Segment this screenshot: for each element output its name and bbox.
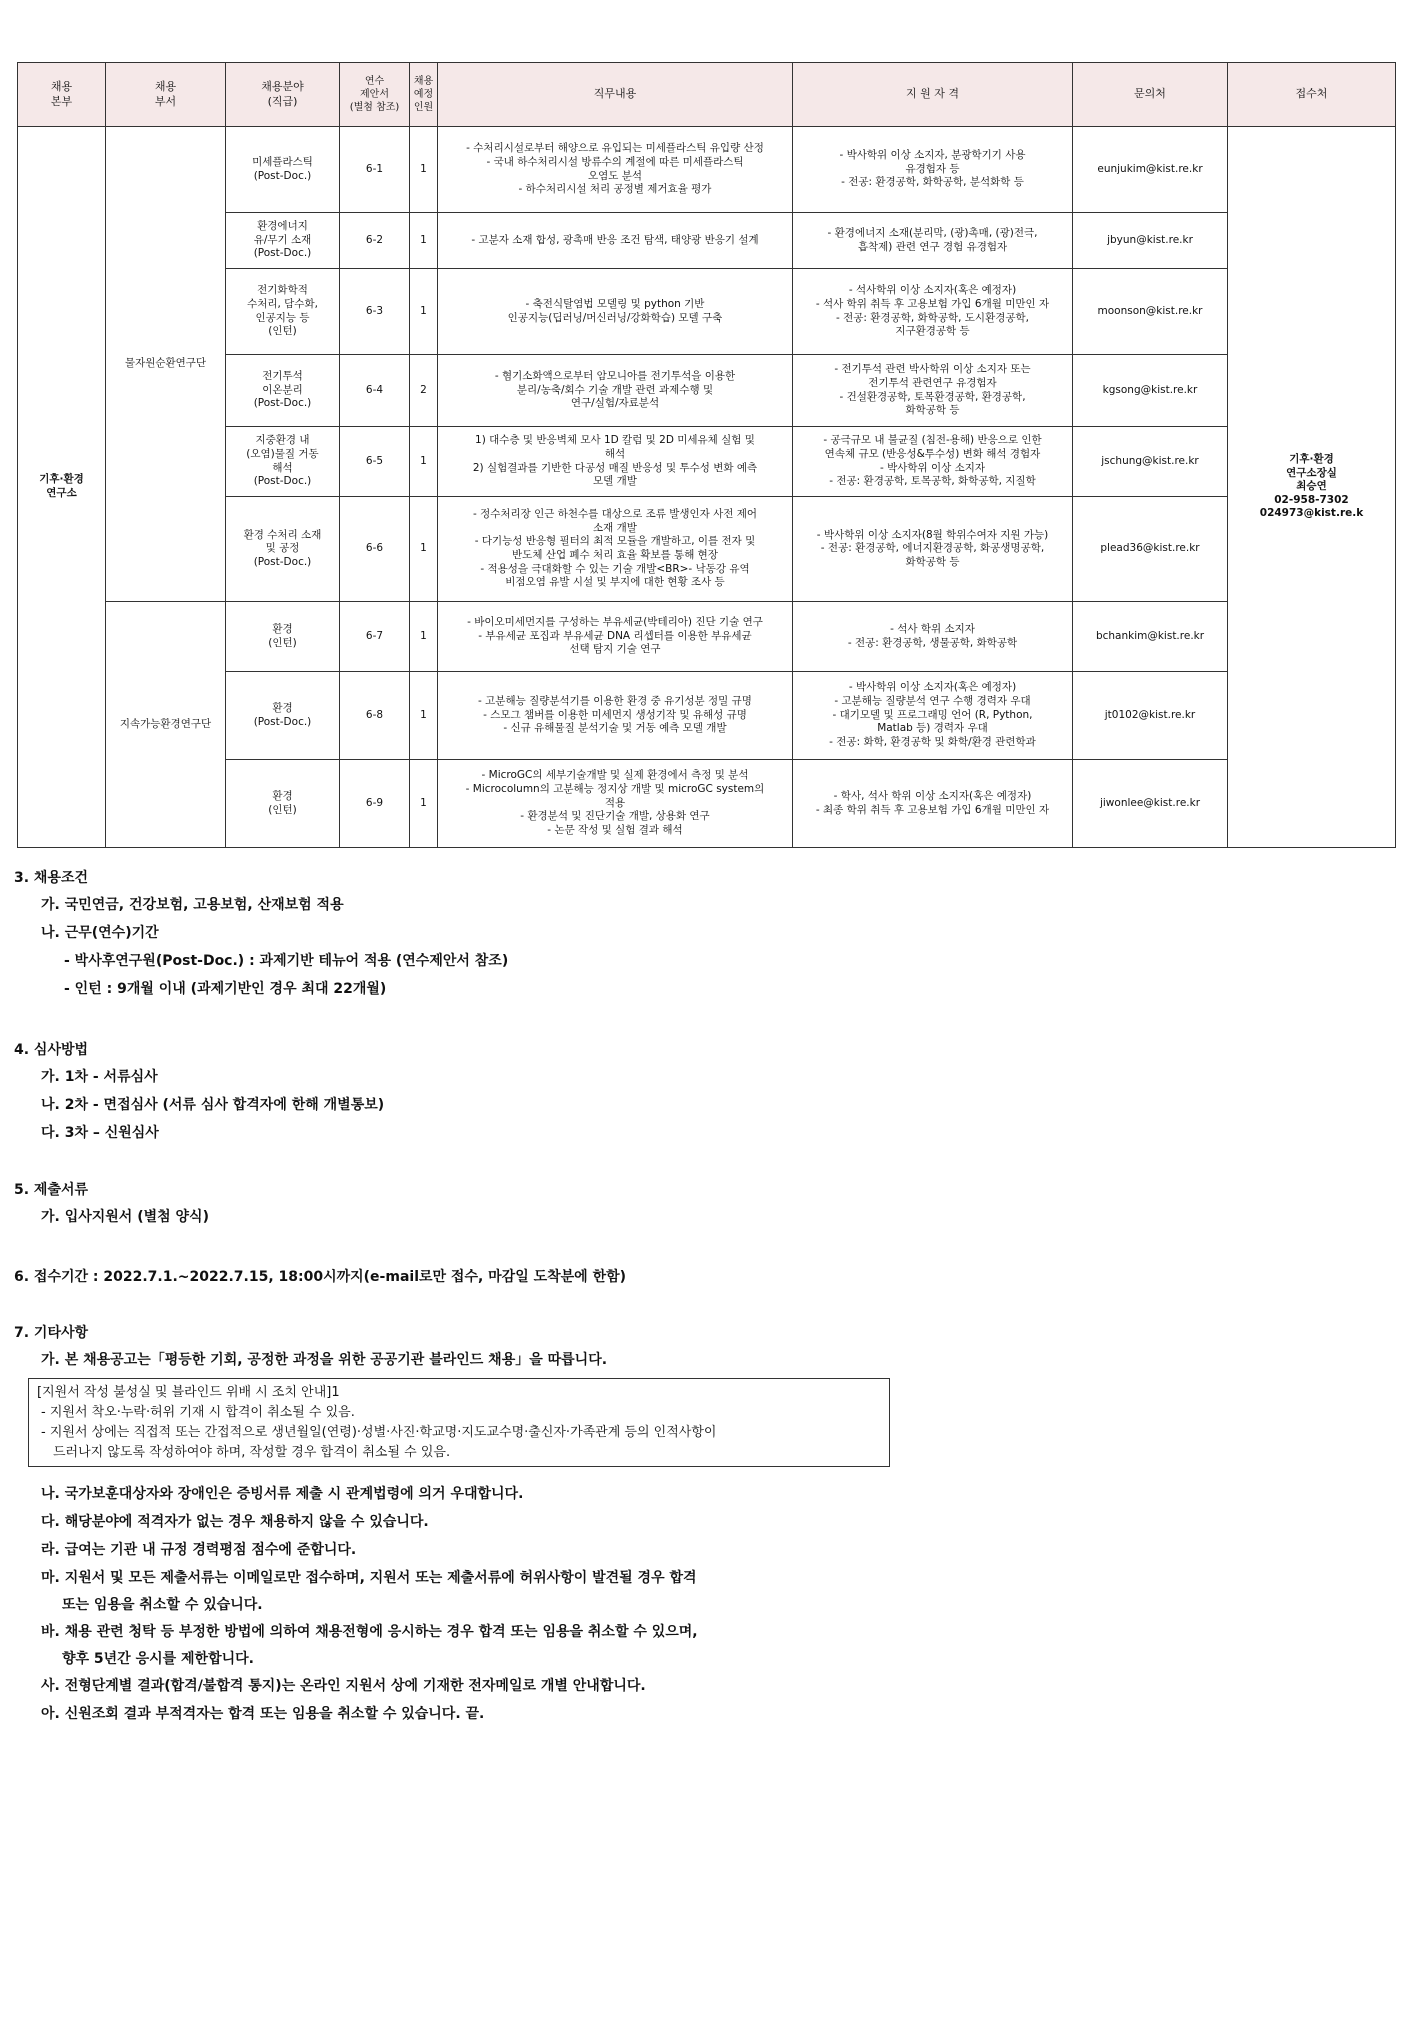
duties-cell: - 바이오미세먼지를 구성하는 부유세균(박테리아) 진단 기술 연구 - 부유세균 포집과 부유세균 DNA 리셉터를 이용한 부유세균 선택 탐지 기술 연구 bbox=[438, 602, 793, 672]
duties-cell: - 정수처리장 인근 하천수를 대상으로 조류 발생인자 사전 제어 소재 개발 - 다기능성 반응형 필터의 최적 모듈을 개발하고, 이를 전자 및 반도체 산업 폐수 처리 효율 확보를 통해 현장 - 적용성을 극대화할 수 있는 기술 개발<BR>- 낙동강 유역 비점오염 유발 시설 및 부지에 대한 현황 조사 등 bbox=[438, 497, 793, 602]
list-item: 가. 국민연금, 건강보험, 고용보험, 산재보험 적용 bbox=[41, 897, 344, 913]
list-item: 사. 전형단계별 결과(합격/불합격 통지)는 온라인 지원서 상에 기재한 전자메일로 개별 안내합니다. bbox=[41, 1678, 646, 1694]
notice-line: - 지원서 착오·누락·허위 기재 시 합격이 취소될 수 있음. bbox=[41, 1405, 355, 1420]
count-cell: 1 bbox=[410, 127, 438, 213]
count-cell: 1 bbox=[410, 213, 438, 269]
list-item: 다. 3차 – 신원심사 bbox=[41, 1125, 159, 1141]
list-item: 나. 국가보훈대상자와 장애인은 증빙서류 제출 시 관계법령에 의거 우대합니다. bbox=[41, 1486, 524, 1502]
contact-email[interactable]: eunjukim@kist.re.kr bbox=[1073, 127, 1228, 213]
field-cell: 미세플라스틱 (Post-Doc.) bbox=[226, 127, 340, 213]
list-item: 나. 2차 - 면접심사 (서류 심사 합격자에 한해 개별통보) bbox=[41, 1097, 385, 1113]
count-cell: 1 bbox=[410, 497, 438, 602]
list-item: 가. 1차 - 서류심사 bbox=[41, 1069, 158, 1085]
header-department: 채용 부서 bbox=[106, 63, 226, 127]
section-misc-continued bbox=[14, 1480, 1394, 1728]
section-heading: 3. 채용조건 bbox=[14, 870, 89, 886]
duties-cell: - 축전식탈염법 모델링 및 python 기반 인공지능(딥러닝/머신러닝/강화학습) 모델 구축 bbox=[438, 269, 793, 355]
proposal-cell: 6-2 bbox=[340, 213, 410, 269]
section-heading: 5. 제출서류 bbox=[14, 1182, 89, 1198]
field-cell: 전기투석 이온분리 (Post-Doc.) bbox=[226, 355, 340, 427]
field-cell: 환경 수처리 소재 및 공정 (Post-Doc.) bbox=[226, 497, 340, 602]
header-field: 채용분야 (직급) bbox=[226, 63, 340, 127]
recruitment-table bbox=[17, 62, 1396, 848]
count-cell: 1 bbox=[410, 427, 438, 497]
notice-title: [지원서 작성 불성실 및 블라인드 위배 시 조치 안내]1 bbox=[37, 1385, 340, 1400]
list-item: - 박사후연구원(Post-Doc.) : 과제기반 테뉴어 적용 (연수제안서 참조) bbox=[64, 953, 509, 969]
contact-email[interactable]: jschung@kist.re.kr bbox=[1073, 427, 1228, 497]
proposal-cell: 6-3 bbox=[340, 269, 410, 355]
qualifications-cell: - 박사학위 이상 소지자(8월 학위수여자 지원 가능) - 전공: 환경공학, 에너지환경공학, 화공생명공학, 화학공학 등 bbox=[793, 497, 1073, 602]
list-item: 아. 신원조회 결과 부적격자는 합격 또는 임용을 취소할 수 있습니다. 끝. bbox=[41, 1706, 485, 1722]
table-row bbox=[18, 127, 1396, 213]
section-heading: 6. 접수기간 : 2022.7.1.~2022.7.15, 18:00시까지(e-mail로만 접수, 마감일 도착분에 한함) bbox=[14, 1269, 627, 1285]
contact-email[interactable]: jt0102@kist.re.kr bbox=[1073, 672, 1228, 760]
contact-email[interactable]: jbyun@kist.re.kr bbox=[1073, 213, 1228, 269]
field-cell: 전기화학적 수처리, 담수화, 인공지능 등 (인턴) bbox=[226, 269, 340, 355]
proposal-cell: 6-4 bbox=[340, 355, 410, 427]
field-cell: 환경 (Post-Doc.) bbox=[226, 672, 340, 760]
duties-cell: - MicroGC의 세부기술개발 및 실제 환경에서 측정 및 분석 - Microcolumn의 고분해능 정지상 개발 및 microGC system의 적용 - 환경분석 및 진단기술 개발, 상용화 연구 - 논문 작성 및 실험 결과 해석 bbox=[438, 760, 793, 848]
field-cell: 환경에너지 유/무기 소재 (Post-Doc.) bbox=[226, 213, 340, 269]
count-cell: 1 bbox=[410, 602, 438, 672]
proposal-cell: 6-8 bbox=[340, 672, 410, 760]
count-cell: 1 bbox=[410, 760, 438, 848]
list-item: 다. 해당분야에 적격자가 없는 경우 채용하지 않을 수 있습니다. bbox=[41, 1514, 429, 1530]
division-cell: 기후·환경 연구소 bbox=[18, 127, 106, 848]
header-proposal: 연수 제안서 (별첨 참조) bbox=[340, 63, 410, 127]
qualifications-cell: - 전기투석 관련 박사학위 이상 소지자 또는 전기투석 관련연구 유경험자 - 건설환경공학, 토목환경공학, 환경공학, 화학공학 등 bbox=[793, 355, 1073, 427]
contact-email[interactable]: bchankim@kist.re.kr bbox=[1073, 602, 1228, 672]
contact-email[interactable]: plead36@kist.re.kr bbox=[1073, 497, 1228, 602]
header-duties: 직무내용 bbox=[438, 63, 793, 127]
field-cell: 환경 (인턴) bbox=[226, 760, 340, 848]
header-count: 채용 예정 인원 bbox=[410, 63, 438, 127]
department-cell: 물자원순환연구단 bbox=[106, 127, 226, 602]
list-item-continuation: 또는 임용을 취소할 수 있습니다. bbox=[62, 1597, 263, 1613]
duties-cell: - 수처리시설로부터 해양으로 유입되는 미세플라스틱 유입량 산정 - 국내 하수처리시설 방류수의 계절에 따른 미세플라스틱 오염도 분석 - 하수처리시설 처리 공정별 제거효율 평가 bbox=[438, 127, 793, 213]
list-item: 가. 본 채용공고는「평등한 기회, 공정한 과정을 위한 공공기관 블라인드 채용」을 따릅니다. bbox=[41, 1352, 608, 1368]
list-item: 바. 채용 관련 청탁 등 부정한 방법에 의하여 채용전형에 응시하는 경우 합격 또는 임용을 취소할 수 있으며, bbox=[41, 1624, 698, 1640]
proposal-cell: 6-9 bbox=[340, 760, 410, 848]
blind-recruitment-notice-box bbox=[28, 1378, 890, 1467]
field-cell: 지중환경 내 (오염)물질 거동 해석 (Post-Doc.) bbox=[226, 427, 340, 497]
proposal-cell: 6-7 bbox=[340, 602, 410, 672]
qualifications-cell: - 환경에너지 소재(분리막, (광)촉매, (광)전극, 흡착제) 관련 연구 경험 유경험자 bbox=[793, 213, 1073, 269]
section-employment-conditions bbox=[14, 865, 1394, 1003]
proposal-cell: 6-1 bbox=[340, 127, 410, 213]
header-receipt: 접수처 bbox=[1228, 63, 1396, 127]
notice-line: - 지원서 상에는 직접적 또는 간접적으로 생년월일(연령)·성별·사진·학교명·지도교수명·출신자·가족관계 등의 인적사항이 bbox=[41, 1425, 717, 1440]
list-item: 나. 근무(연수)기간 bbox=[41, 925, 159, 941]
qualifications-cell: - 공극규모 내 불균질 (침전-용해) 반응으로 인한 연속체 규모 (반응성&투수성) 변화 해석 경험자 - 박사학위 이상 소지자 - 전공: 환경공학, 토목공학, 화학공학, 지질학 bbox=[793, 427, 1073, 497]
section-application-period bbox=[14, 1264, 1394, 1290]
list-item: 라. 급여는 기관 내 규정 경력평점 점수에 준합니다. bbox=[41, 1542, 357, 1558]
duties-cell: 1) 대수층 및 반응벽체 모사 1D 칼럼 및 2D 미세유체 실험 및 해석 2) 실험결과를 기반한 다공성 매질 반응성 및 투수성 변화 예측 모델 개발 bbox=[438, 427, 793, 497]
section-heading: 7. 기타사항 bbox=[14, 1325, 89, 1341]
count-cell: 1 bbox=[410, 269, 438, 355]
contact-email[interactable]: kgsong@kist.re.kr bbox=[1073, 355, 1228, 427]
duties-cell: - 고분해능 질량분석기를 이용한 환경 중 유기성분 정밀 규명 - 스모그 챔버를 이용한 미세먼지 생성기작 및 유해성 규명 - 신규 유해물질 분석기술 및 거동 예측 모델 개발 bbox=[438, 672, 793, 760]
duties-cell: - 고분자 소재 합성, 광촉매 반응 조건 탐색, 태양광 반응기 설계 bbox=[438, 213, 793, 269]
list-item: 가. 입사지원서 (별첨 양식) bbox=[41, 1209, 209, 1225]
department-cell: 지속가능환경연구단 bbox=[106, 602, 226, 848]
header-division: 채용 본부 bbox=[18, 63, 106, 127]
count-cell: 2 bbox=[410, 355, 438, 427]
section-screening bbox=[14, 1037, 1394, 1147]
duties-cell: - 혐기소화액으로부터 암모니아를 전기투석을 이용한 분리/농축/회수 기술 개발 관련 과제수행 및 연구/실험/자료분석 bbox=[438, 355, 793, 427]
notice-line: 드러나지 않도록 작성하여야 하며, 작성할 경우 합격이 취소될 수 있음. bbox=[53, 1445, 451, 1460]
header-qualifications: 지 원 자 격 bbox=[793, 63, 1073, 127]
qualifications-cell: - 박사학위 이상 소지자, 분광학기기 사용 유경험자 등 - 전공: 환경공학, 화학공학, 분석화학 등 bbox=[793, 127, 1073, 213]
receipt-cell: 기후·환경 연구소장실 최승연 02-958-7302 024973@kist.re.k bbox=[1228, 127, 1396, 848]
section-misc bbox=[14, 1320, 1394, 1374]
qualifications-cell: - 석사 학위 소지자 - 전공: 환경공학, 생물공학, 화학공학 bbox=[793, 602, 1073, 672]
list-item-continuation: 향후 5년간 응시를 제한합니다. bbox=[62, 1651, 254, 1667]
contact-email[interactable]: moonson@kist.re.kr bbox=[1073, 269, 1228, 355]
qualifications-cell: - 박사학위 이상 소지자(혹은 예정자) - 고분해능 질량분석 연구 수행 경력자 우대 - 대기모델 및 프로그래밍 언어 (R, Python, Matlab 등) 경력자 우대 - 전공: 화학, 환경공학 및 화학/환경 관련학과 bbox=[793, 672, 1073, 760]
section-heading: 4. 심사방법 bbox=[14, 1042, 89, 1058]
section-documents bbox=[14, 1177, 1394, 1231]
list-item: 마. 지원서 및 모든 제출서류는 이메일로만 접수하며, 지원서 또는 제출서류에 허위사항이 발견될 경우 합격 bbox=[41, 1570, 697, 1586]
table-row bbox=[18, 602, 1396, 672]
count-cell: 1 bbox=[410, 672, 438, 760]
header-contact: 문의처 bbox=[1073, 63, 1228, 127]
proposal-cell: 6-5 bbox=[340, 427, 410, 497]
qualifications-cell: - 석사학위 이상 소지자(혹은 예정자) - 석사 학위 취득 후 고용보험 가입 6개월 미만인 자 - 전공: 환경공학, 화학공학, 도시환경공학, 지구환경공학 등 bbox=[793, 269, 1073, 355]
proposal-cell: 6-6 bbox=[340, 497, 410, 602]
qualifications-cell: - 학사, 석사 학위 이상 소지자(혹은 예정자) - 최종 학위 취득 후 고용보험 가입 6개월 미만인 자 bbox=[793, 760, 1073, 848]
contact-email[interactable]: jiwonlee@kist.re.kr bbox=[1073, 760, 1228, 848]
table-header-row bbox=[18, 63, 1396, 127]
field-cell: 환경 (인턴) bbox=[226, 602, 340, 672]
list-item: - 인턴 : 9개월 이내 (과제기반인 경우 최대 22개월) bbox=[64, 981, 387, 997]
